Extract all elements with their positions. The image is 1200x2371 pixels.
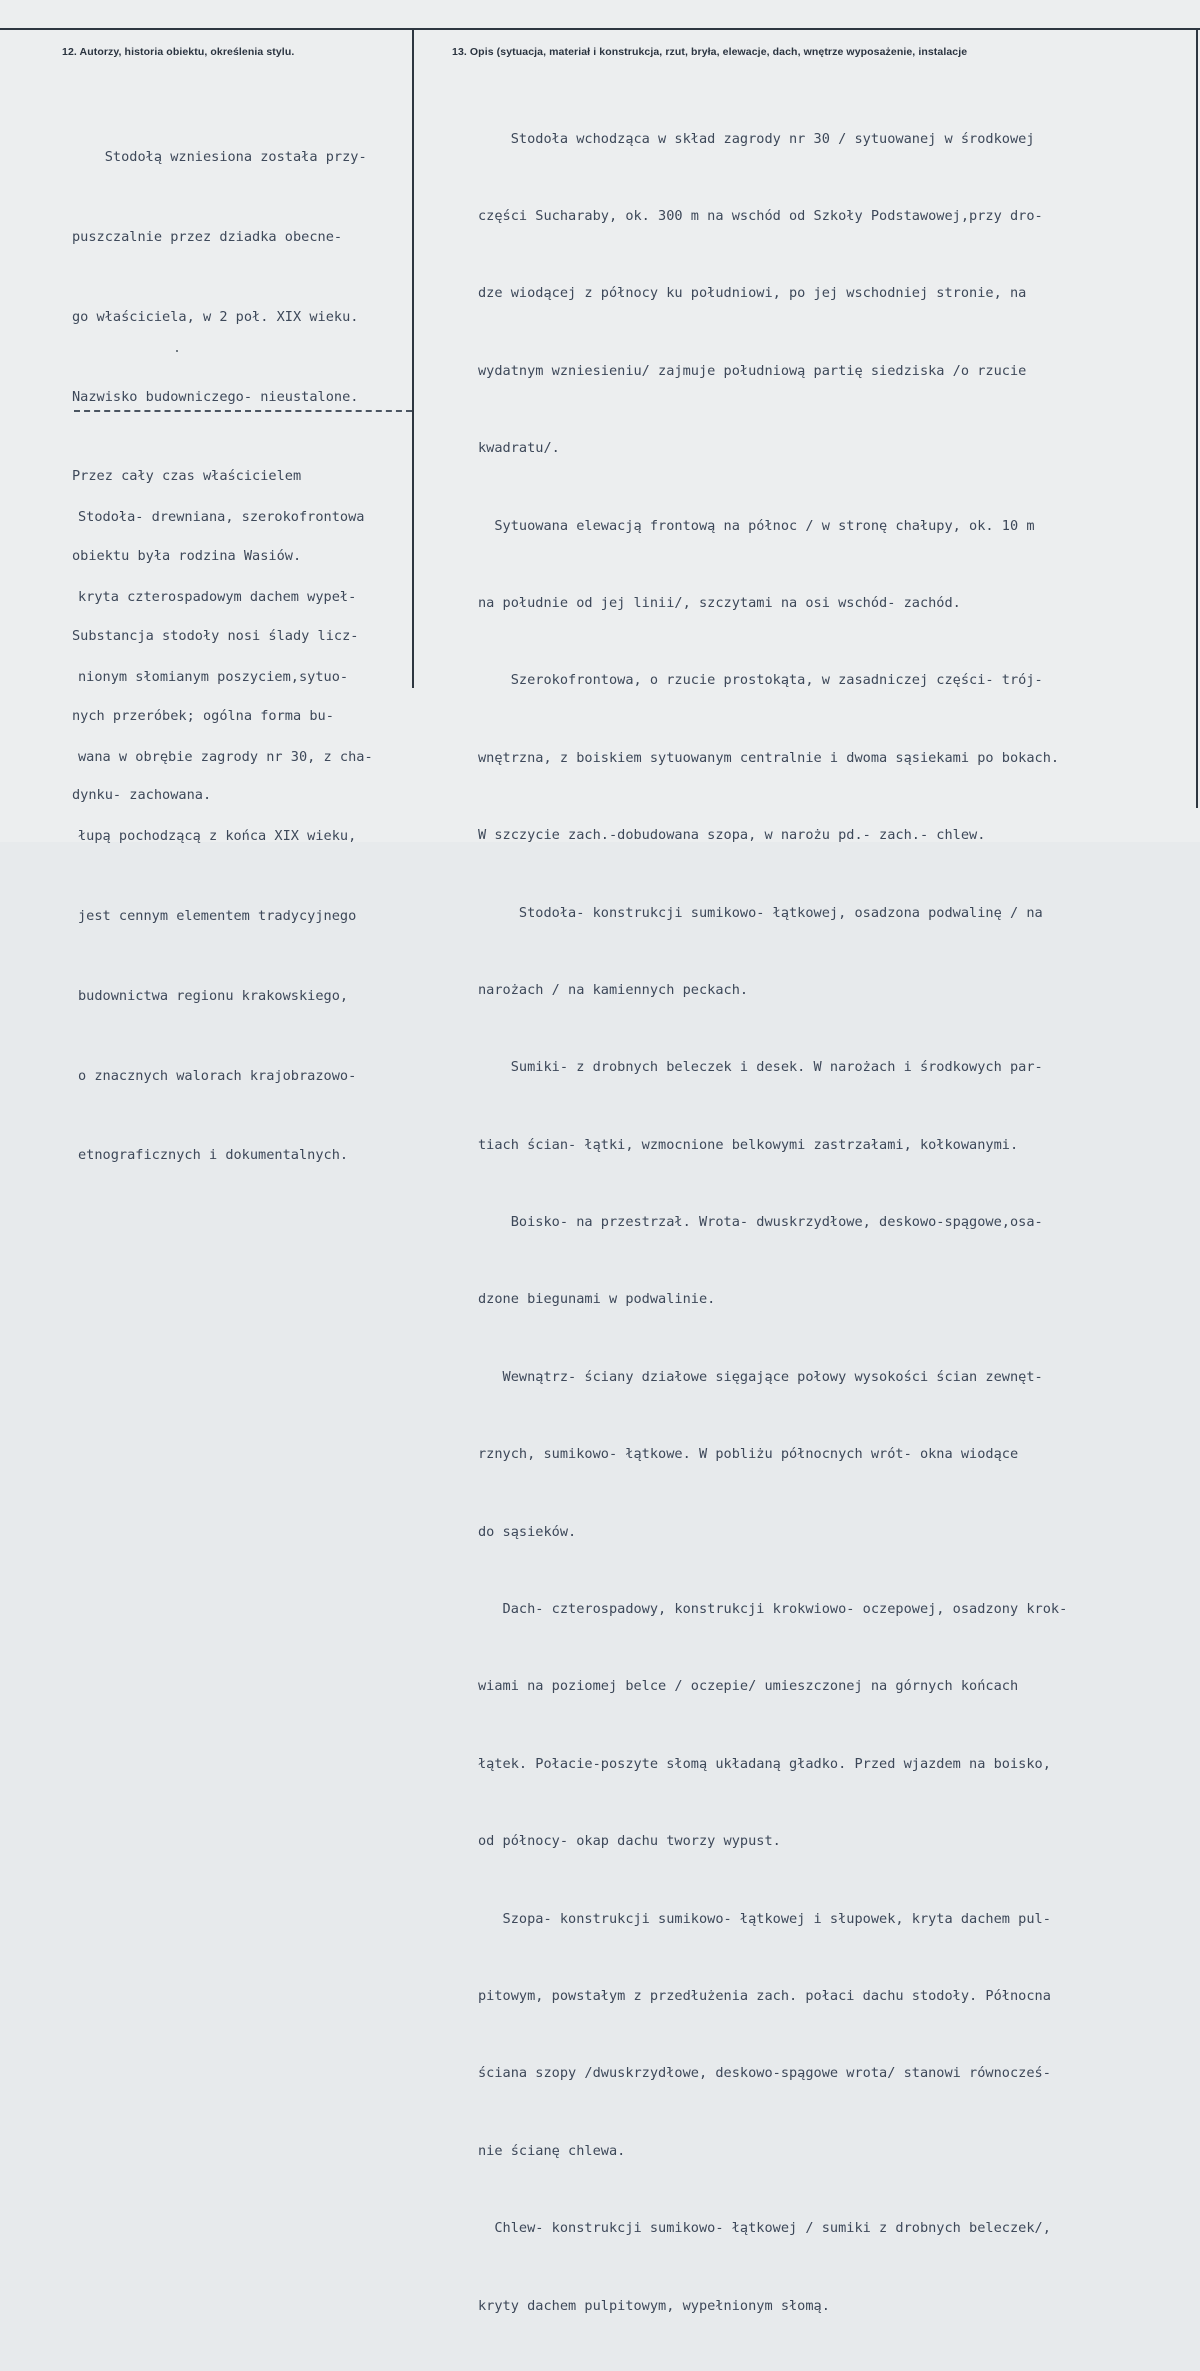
text-line: części Sucharaby, ok. 300 m na wschód od Szkoły Podstawowej,przy dro- (478, 207, 1043, 224)
column-divider (412, 28, 414, 688)
dashed-separator (74, 410, 412, 412)
text-line: ściana szopy /dwuskrzydłowe, deskowo-spągowe wrota/ stanowi równocześ- (478, 2065, 1051, 2082)
text-line: budownictwa regionu krakowskiego, (78, 987, 349, 1004)
text-line: nych przeróbek; ogólna forma bu- (72, 707, 334, 724)
text-line: wydatnym wzniesieniu/ zajmuje południową partię siedziska /o rzucie (478, 362, 1027, 379)
section-13-header: 13. Opis (sytuacja, materiał i konstrukcja, rzut, bryła, elewacje, dach, wnętrze wyposażenie, instalacje (452, 46, 968, 58)
section-12-header: 12. Autorzy, historia obiektu, określenia stylu. (62, 46, 295, 58)
text-line: dzone biegunami w podwalinie. (478, 1291, 716, 1308)
text-line: łątek. Połacie-poszyte słomą układaną gładko. Przed wjazdem na boisko, (478, 1755, 1051, 1772)
text-line: Przez cały czas właścicielem (72, 468, 302, 485)
text-line: W szczycie zach.-dobudowana szopa, w narożu pd.- zach.- chlew. (478, 827, 986, 844)
text-line: rznych, sumikowo- łątkowe. W pobliżu północnych wrót- okna wiodące (478, 1446, 1019, 1463)
text-line: Dach- czterospadowy, konstrukcji krokwiowo- oczepowej, osadzony krok- (478, 1601, 1068, 1618)
text-line: o znacznych walorach krajobrazowo- (78, 1067, 357, 1084)
text-line: Chlew- konstrukcji sumikowo- łątkowej / sumiki z drobnych beleczek/, (478, 2220, 1051, 2237)
text-line: Stodołą wzniesiona została przy- (72, 149, 367, 166)
text-line: jest cennym elementem tradycyjnego (78, 908, 357, 925)
top-rule (0, 28, 1200, 30)
text-line: pitowym, powstałym z przedłużenia zach. połaci dachu stodoły. Północna (478, 1987, 1051, 2004)
text-line: Stodoła- konstrukcji sumikowo- łątkowej, osadzona podwalinę / na (478, 904, 1043, 921)
text-line: wana w obrębie zagrody nr 30, z cha- (78, 748, 373, 765)
right-border (1196, 28, 1198, 808)
description-text (478, 75, 1067, 2371)
text-line: Sumiki- z drobnych beleczek i desek. W narożach i środkowych par- (478, 1059, 1043, 1076)
text-line: na południe od jej linii/, szczytami na osi wschód- zachód. (478, 594, 961, 611)
text-line: wnętrzna, z boiskiem sytuowanym centralnie i dwoma sąsiekami po bokach. (478, 749, 1060, 766)
text-line: dynku- zachowana. (72, 787, 212, 804)
text-line: kryty dachem pulpitowym, wypełnionym słomą. (478, 2297, 830, 2314)
text-line: Stodoła- drewniana, szerokofrontowa (78, 509, 365, 526)
summary-text (78, 451, 373, 1222)
text-line: Nazwisko budowniczego- nieustalone. (72, 388, 359, 405)
text-line: nie ścianę chlewa. (478, 2142, 626, 2159)
text-line: Substancja stodoły nosi ślady licz- (72, 627, 359, 644)
text-line: Wewnątrz- ściany działowe sięgające połowy wysokości ścian zewnęt- (478, 1368, 1043, 1385)
text-line: tiach ścian- łątki, wzmocnione belkowymi zastrzałami, kołkowanymi. (478, 1136, 1019, 1153)
text-line: od północy- okap dachu tworzy wypust. (478, 1833, 781, 1850)
text-line: łupą pochodzącą z końca XIX wieku, (78, 828, 357, 845)
text-line: dze wiodącej z północy ku południowi, po jej wschodniej stronie, na (478, 285, 1027, 302)
text-line: kryta czterospadowym dachem wypeł- (78, 588, 357, 605)
text-line: Szerokofrontowa, o rzucie prostokąta, w zasadniczej części- trój- (478, 672, 1043, 689)
text-line: Sytuowana elewacją frontową na północ / w stronę chałupy, ok. 10 m (478, 517, 1035, 534)
text-line: etnograficznych i dokumentalnych. (78, 1147, 349, 1164)
text-line: obiektu była rodzina Wasiów. (72, 548, 302, 565)
text-line: kwadratu/. (478, 440, 560, 457)
text-line: Stodoła wchodząca w skład zagrody nr 30 / sytuowanej w środkowej (478, 130, 1035, 147)
ink-dot (176, 350, 178, 352)
text-line: Szopa- konstrukcji sumikowo- łątkowej i słupowek, kryta dachem pul- (478, 1910, 1051, 1927)
text-line: go właściciela, w 2 poł. XIX wieku. (72, 308, 359, 325)
text-line: narożach / na kamiennych peckach. (478, 981, 749, 998)
text-line: Boisko- na przestrzał. Wrota- dwuskrzydłowe, deskowo-spągowe,osa- (478, 1214, 1043, 1231)
text-line: nionym słomianym poszyciem,sytuo- (78, 668, 349, 685)
text-line: do sąsieków. (478, 1523, 577, 1540)
text-line: wiami na poziomej belce / oczepie/ umieszczonej na górnych końcach (478, 1678, 1019, 1695)
text-line: puszczalnie przez dziadka obecne- (72, 228, 343, 245)
